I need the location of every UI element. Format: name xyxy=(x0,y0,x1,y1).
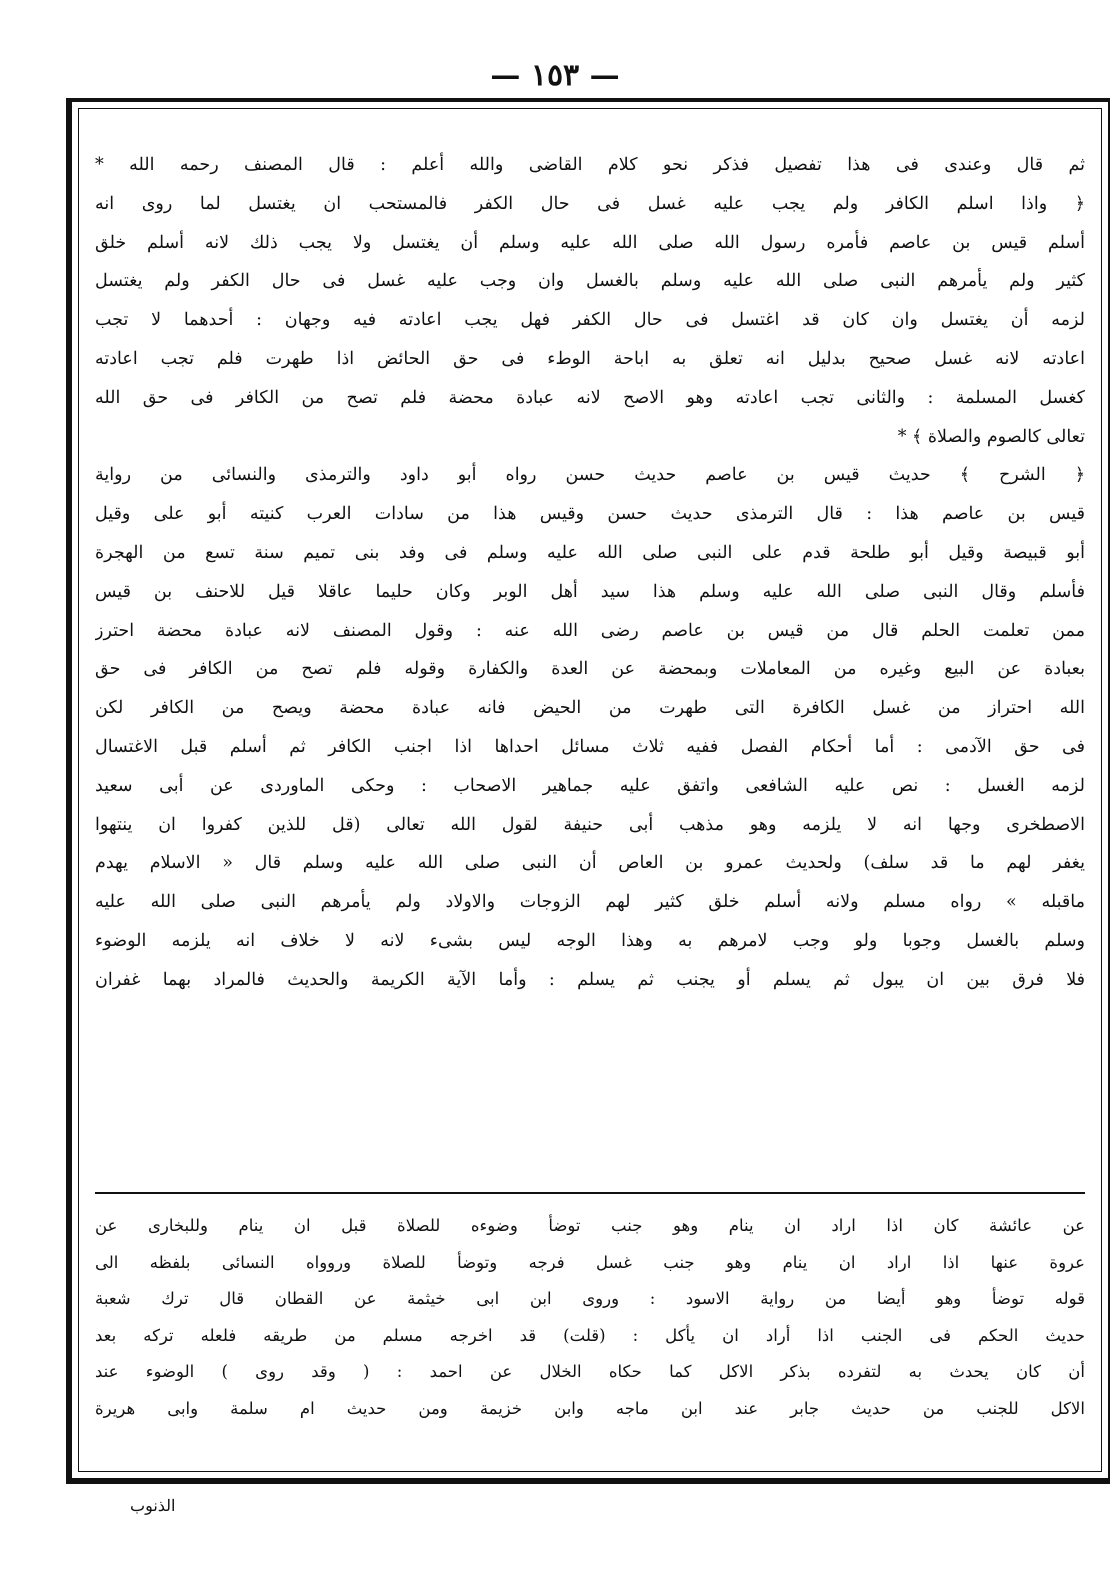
main-text-line: الله احتراز من غسل الكافرة التى طهرت من الحيض فانه عبادة محضة ويصح من الكافر لكن xyxy=(95,698,1085,719)
main-text-line: بعبادة عن البيع وغيره من المعاملات وبمحضة عن العدة والكفارة وقوله فلم تصح من الكافر فى حق xyxy=(95,659,1085,680)
main-text-line: قيس بن عاصم هذا : قال الترمذى حديث حسن وقيس هذا من سادات العرب كنيته أبو على وقيل xyxy=(95,504,1085,525)
catchword: الذنوب xyxy=(130,1496,176,1515)
main-text-line: ﴿ واذا اسلم الكافر ولم يجب عليه غسل فى حال الكفر فالمستحب ان يغتسل لما روى انه xyxy=(95,193,1085,214)
main-text-line: ماقبله » رواه مسلم ولانه أسلم خلق كثير لهم الزوجات والاولاد ولم يأمرهم النبى صلى الله عليه xyxy=(95,892,1085,913)
footnote-line: عروة عنها اذا اراد ان ينام وهو جنب غسل فرجه وتوضأ للصلاة وروواه النسائى بلفظه الى xyxy=(95,1252,1085,1272)
footnote-line: عن عائشة كان اذا اراد ان ينام وهو جنب توضأ وضوءه للصلاة قبل ان ينام وللبخارى عن xyxy=(95,1216,1085,1235)
main-text-line: الاصطخرى وجها انه لا يلزمه وهو مذهب أبى حنيفة لقول الله تعالى (قل للذين كفروا ان ينتهوا xyxy=(95,814,1085,835)
main-text-line: وسلم بالغسل وجوبا ولو وجب لامرهم به وهذا الوجه ليس بشىء لانه لا خلاف انه يلزمه الوضوء xyxy=(95,930,1085,951)
main-text-line: يغفر لهم ما قد سلف) ولحديث عمرو بن العاص أن النبى صلى الله عليه وسلم قال « الاسلام يهدم xyxy=(95,853,1085,874)
main-text-line: كغسل المسلمة : والثانى تجب اعادته وهو الاصح لانه عبادة محضة فلم تصح من الكافر فى حق الله xyxy=(95,387,1085,408)
footnote-block xyxy=(95,1208,1085,1428)
page-number: — ١٥٣ — xyxy=(490,58,620,93)
main-text-line: ممن تعلمت الحلم قال من قيس بن عاصم رضى الله عنه : وقول المصنف لانه عبادة محضة احترز xyxy=(95,620,1085,641)
main-text-line: لزمه الغسل : نص عليه الشافعى واتفق عليه جماهير الاصحاب : وحكى الماوردى عن أبى سعيد xyxy=(95,775,1085,796)
footnote-line: حديث الحكم فى الجنب اذا أراد ان يأكل : (قلت) قد اخرجه مسلم من طريقه فلعله تركه بعد xyxy=(95,1325,1085,1345)
footnote-line: الاكل للجنب من حديث جابر عند ابن ماجه وابن خزيمة ومن حديث ام سلمة وابى هريرة xyxy=(95,1398,1085,1418)
main-text-line: ﴿ الشرح ﴾ حديث قيس بن عاصم حديث حسن رواه أبو داود والترمذى والنسائى من رواية xyxy=(95,465,1085,486)
footnote-line: أن كان يحدث به لتفرده بذكر الاكل كما حكاه الخلال عن احمد : ( وقد روى ) الوضوء عند xyxy=(95,1362,1085,1382)
main-text-line: فأسلم وقال النبى صلى الله عليه وسلم هذا سيد أهل الوبر وكان حليما عاقلا قيل للاحنف بن قيس xyxy=(95,581,1085,602)
main-text-line: كثير ولم يأمرهم النبى صلى الله عليه وسلم بالغسل وان وجب عليه غسل فى حال الكفر ولم يغتسل xyxy=(95,271,1085,292)
main-text-line: فى حق الآدمى : أما أحكام الفصل ففيه ثلاث مسائل احداها اذا اجنب الكافر ثم أسلم قبل الاغتسال xyxy=(95,736,1085,757)
main-text-line: فلا فرق بين ان يبول ثم يسلم أو يجنب ثم يسلم : وأما الآية الكريمة والحديث فالمراد بهما غفران xyxy=(95,969,1085,990)
main-text-block xyxy=(95,146,1085,1000)
main-text-line: تعالى كالصوم والصلاة ﴾ * xyxy=(897,426,1085,447)
footnote-line: قوله توضأ وهو أيضا من رواية الاسود : وروى ابن ابى خيثمة عن القطان قال ترك شعبة xyxy=(95,1289,1085,1309)
main-text-line: اعادته لانه غسل صحيح بدليل انه تعلق به اباحة الوطء فى حق الحائض اذا طهرت فلم تجب اعادته xyxy=(95,348,1085,369)
main-text-line: لزمه أن يغتسل وان كان قد اغتسل فى حال الكفر فهل يجب اعادته فيه وجهان : أحدهما لا تجب xyxy=(95,310,1085,331)
main-text-line: ثم قال وعندى فى هذا تفصيل فذكر نحو كلام القاضى والله أعلم : قال المصنف رحمه الله * xyxy=(95,155,1085,175)
main-text-line: أبو قبيصة وقيل أبو طلحة قدم على النبى صلى الله عليه وسلم فى وفد بنى تميم سنة تسع من الهجرة xyxy=(95,542,1085,563)
footnote-separator xyxy=(95,1192,1085,1194)
main-text-line: أسلم قيس بن عاصم فأمره رسول الله صلى الله عليه وسلم أن يغتسل ولا يجب ذلك لانه أسلم خلق xyxy=(95,232,1085,253)
